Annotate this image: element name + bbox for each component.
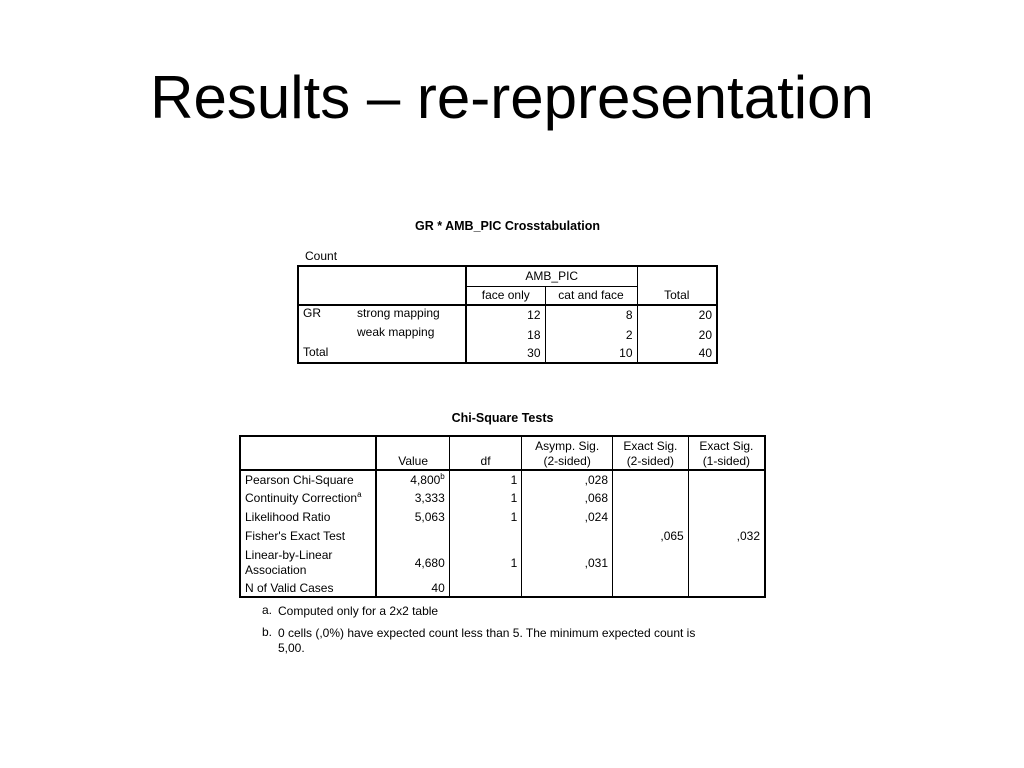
chisq-value-text: 4,800 <box>410 472 441 487</box>
crosstab-row-label: strong mapping <box>357 306 440 320</box>
chisq-header-exact2-line1: Exact Sig. <box>623 439 678 453</box>
chisq-title: Chi-Square Tests <box>451 411 554 425</box>
chisq-header-exact2-line2: (2-sided) <box>626 454 675 468</box>
chisq-asymp: ,024 <box>522 508 613 527</box>
chisq-header-exact1-line1: Exact Sig. <box>699 439 754 453</box>
chisq-exact2 <box>613 546 689 580</box>
chisq-row-label-text: Pearson Chi-Square <box>245 472 354 487</box>
chisq-asymp <box>522 527 613 546</box>
chisq-df <box>449 580 522 597</box>
crosstab-cell: 18 <box>466 325 545 345</box>
chisq-exact1 <box>688 546 765 580</box>
chisq-row-label-text: Continuity Correction <box>245 491 358 505</box>
chisq-header-exact-1sided <box>688 436 765 470</box>
chisq-asymp: ,031 <box>522 546 613 580</box>
chisq-value <box>376 546 449 580</box>
chisq-asymp <box>522 580 613 597</box>
chisq-header-exact1-line2: (1-sided) <box>702 454 751 468</box>
chisq-table <box>239 435 766 598</box>
crosstab-corner <box>298 266 466 305</box>
crosstab-cell: 30 <box>466 345 545 363</box>
chisq-row-label-text: Fisher's Exact Test <box>245 529 346 543</box>
crosstab-cell: 2 <box>545 325 637 345</box>
chisq-df: 1 <box>449 508 522 527</box>
chisq-df <box>449 527 522 546</box>
chisq-df: 1 <box>449 489 522 508</box>
crosstab-total-label: Total <box>303 345 329 359</box>
crosstab-cell: 10 <box>545 345 637 363</box>
footnote-marker: a <box>357 490 362 499</box>
footnote-a-text: Computed only for a 2x2 table <box>278 604 439 618</box>
chisq-row-label <box>240 489 376 508</box>
chisq-header-asymp-line2: (2-sided) <box>543 454 591 468</box>
crosstab-cell: 8 <box>545 305 637 325</box>
chisq-row-label <box>240 508 376 527</box>
footnote-b-text-line1: 0 cells (,0%) have expected count less than 5. The minimum expected count is <box>278 626 696 640</box>
crosstab-cell: 40 <box>637 345 717 363</box>
chisq-df: 1 <box>449 470 522 489</box>
slide-title: Results – re-representation <box>150 64 874 131</box>
chisq-exact2 <box>613 508 689 527</box>
chisq-value-text: 5,063 <box>414 510 445 524</box>
crosstab-row-var: GR <box>303 306 321 320</box>
crosstab-group-header: AMB_PIC <box>466 266 637 286</box>
chisq-value <box>376 489 449 508</box>
chisq-value <box>376 470 449 489</box>
crosstab-col-face-only: face only <box>466 286 545 305</box>
chisq-row-label <box>240 546 376 580</box>
chisq-value <box>376 508 449 527</box>
chisq-asymp: ,028 <box>522 470 613 489</box>
chisq-row-label-text-line2: Association <box>245 563 307 577</box>
crosstab-row-label: weak mapping <box>357 325 435 339</box>
chisq-header-value: Value <box>376 436 449 470</box>
chisq-exact1 <box>688 580 765 597</box>
chisq-header-asymp-line1: Asymp. Sig. <box>535 439 600 453</box>
footnote-marker: b <box>440 471 445 481</box>
crosstab-col-cat-and-face: cat and face <box>545 286 637 305</box>
chisq-row-label-text: Linear-by-Linear <box>245 548 333 562</box>
chisq-exact2 <box>613 489 689 508</box>
chisq-row-label <box>240 470 376 489</box>
chisq-header-exact-2sided <box>613 436 689 470</box>
footnote-b-text-line2: 5,00. <box>278 641 305 655</box>
crosstab-table <box>297 265 718 364</box>
chisq-row-label-text: Likelihood Ratio <box>245 510 331 524</box>
chisq-exact2 <box>613 470 689 489</box>
chisq-df: 1 <box>449 546 522 580</box>
crosstab-title: GR * AMB_PIC Crosstabulation <box>415 219 600 233</box>
chisq-header-asymp <box>522 436 613 470</box>
chisq-exact2: ,065 <box>613 527 689 546</box>
chisq-exact1 <box>688 489 765 508</box>
chisq-value-text: 3,333 <box>414 491 445 505</box>
chisq-value <box>376 580 449 597</box>
chisq-value <box>376 527 449 546</box>
chisq-exact1 <box>688 508 765 527</box>
chisq-value-text: 4,680 <box>414 555 445 570</box>
chisq-row-label <box>240 527 376 546</box>
chisq-row-label-text: N of Valid Cases <box>245 580 334 595</box>
chisq-exact2 <box>613 580 689 597</box>
crosstab-cell: 12 <box>466 305 545 325</box>
crosstab-total-header: Total <box>637 266 717 305</box>
chisq-value-text: 40 <box>431 580 445 595</box>
count-label: Count <box>305 249 338 263</box>
footnote-b-mark: b. <box>262 625 273 639</box>
chisq-exact1 <box>688 470 765 489</box>
chisq-asymp: ,068 <box>522 489 613 508</box>
chisq-row-label <box>240 580 376 597</box>
footnote-a-mark: a. <box>262 603 273 617</box>
crosstab-cell: 20 <box>637 305 717 325</box>
chisq-corner <box>240 436 376 470</box>
chisq-exact1: ,032 <box>688 527 765 546</box>
crosstab-cell: 20 <box>637 325 717 345</box>
chisq-header-df: df <box>449 436 522 470</box>
